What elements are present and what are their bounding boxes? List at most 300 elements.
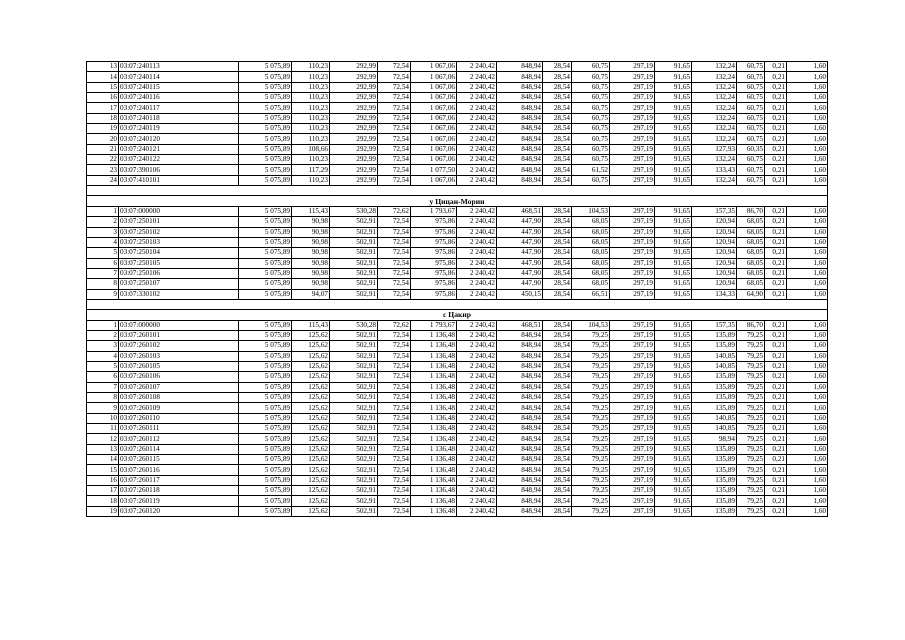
value-cell: 72,62: [378, 206, 411, 216]
value-cell: 91,65: [655, 382, 692, 392]
value-cell: 125,62: [292, 434, 330, 444]
value-cell: 848,94: [497, 330, 543, 340]
value-cell: 5 075,89: [239, 248, 292, 258]
value-cell: 5 075,89: [239, 475, 292, 485]
value-cell: 72,54: [378, 124, 411, 134]
value-cell: 134,33: [692, 289, 737, 299]
value-cell: 91,65: [655, 279, 692, 289]
value-cell: 5 075,89: [239, 227, 292, 237]
value-cell: 1,60: [787, 134, 828, 144]
cadastral-code: 03:07:260103: [119, 351, 239, 361]
value-cell: 140,85: [692, 424, 737, 434]
value-cell: 502,91: [330, 330, 378, 340]
value-cell: 502,91: [330, 227, 378, 237]
value-cell: 0,21: [765, 227, 787, 237]
value-cell: 292,99: [330, 62, 378, 72]
row-number: 14: [87, 455, 119, 465]
value-cell: 2 240,42: [457, 361, 497, 371]
value-cell: 2 240,42: [457, 93, 497, 103]
value-cell: 133,43: [692, 165, 737, 175]
row-number: 4: [87, 351, 119, 361]
cadastral-code: 03:07:260105: [119, 361, 239, 371]
value-cell: 91,65: [655, 351, 692, 361]
value-cell: 5 075,89: [239, 165, 292, 175]
value-cell: 2 240,42: [457, 486, 497, 496]
value-cell: 60,75: [737, 155, 765, 165]
value-cell: 157,35: [692, 206, 737, 216]
value-cell: 28,54: [543, 62, 572, 72]
value-cell: 72,54: [378, 268, 411, 278]
value-cell: 1 136,48: [411, 486, 457, 496]
value-cell: 79,25: [572, 382, 610, 392]
value-cell: 60,75: [737, 72, 765, 82]
value-cell: 1 067,06: [411, 62, 457, 72]
value-cell: 0,21: [765, 455, 787, 465]
row-number: 7: [87, 382, 119, 392]
table-row: [87, 496, 828, 506]
value-cell: 60,75: [572, 155, 610, 165]
value-cell: 2 240,42: [457, 320, 497, 330]
value-cell: 91,65: [655, 124, 692, 134]
value-cell: 5 075,89: [239, 444, 292, 454]
value-cell: 5 075,89: [239, 393, 292, 403]
value-cell: 297,19: [610, 258, 655, 268]
value-cell: 1,60: [787, 268, 828, 278]
table-row: [87, 403, 828, 413]
table-row: [87, 155, 828, 165]
value-cell: 98,94: [692, 434, 737, 444]
value-cell: 1,60: [787, 289, 828, 299]
value-cell: 90,98: [292, 217, 330, 227]
value-cell: 0,21: [765, 341, 787, 351]
table-row: [87, 258, 828, 268]
value-cell: 28,54: [543, 82, 572, 92]
value-cell: 2 240,42: [457, 341, 497, 351]
value-cell: 104,53: [572, 320, 610, 330]
value-cell: 79,25: [572, 496, 610, 506]
value-cell: 0,21: [765, 268, 787, 278]
table-row: [87, 413, 828, 423]
value-cell: 297,19: [610, 444, 655, 454]
row-number: 5: [87, 361, 119, 371]
cadastral-code: 03:07:260115: [119, 455, 239, 465]
value-cell: 5 075,89: [239, 124, 292, 134]
value-cell: 2 240,42: [457, 134, 497, 144]
value-cell: 72,54: [378, 248, 411, 258]
value-cell: 1 067,06: [411, 82, 457, 92]
value-cell: 0,21: [765, 72, 787, 82]
value-cell: 91,65: [655, 486, 692, 496]
value-cell: 79,25: [737, 455, 765, 465]
value-cell: 0,21: [765, 103, 787, 113]
value-cell: 125,62: [292, 351, 330, 361]
value-cell: 975,86: [411, 217, 457, 227]
value-cell: 5 075,89: [239, 134, 292, 144]
value-cell: 1,60: [787, 475, 828, 485]
value-cell: 72,54: [378, 444, 411, 454]
cadastral-code: 03:07:250106: [119, 268, 239, 278]
value-cell: 2 240,42: [457, 444, 497, 454]
value-cell: 60,75: [737, 93, 765, 103]
value-cell: 0,21: [765, 113, 787, 123]
value-cell: 2 240,42: [457, 434, 497, 444]
value-cell: 125,62: [292, 424, 330, 434]
value-cell: 297,19: [610, 103, 655, 113]
value-cell: 297,19: [610, 382, 655, 392]
row-number: 1: [87, 320, 119, 330]
value-cell: 1,60: [787, 320, 828, 330]
cadastral-code: 03:07:240120: [119, 134, 239, 144]
cadastral-code: 03:07:240122: [119, 155, 239, 165]
value-cell: 2 240,42: [457, 372, 497, 382]
row-number: 2: [87, 217, 119, 227]
value-cell: 292,99: [330, 113, 378, 123]
value-cell: 0,21: [765, 413, 787, 423]
row-number: 21: [87, 144, 119, 154]
value-cell: 91,65: [655, 217, 692, 227]
value-cell: 110,23: [292, 134, 330, 144]
value-cell: 60,75: [572, 124, 610, 134]
value-cell: 5 075,89: [239, 403, 292, 413]
value-cell: 5 075,89: [239, 206, 292, 216]
value-cell: 28,54: [543, 258, 572, 268]
value-cell: 502,91: [330, 486, 378, 496]
value-cell: 848,94: [497, 82, 543, 92]
value-cell: 28,54: [543, 506, 572, 516]
table-row: [87, 330, 828, 340]
value-cell: 2 240,42: [457, 279, 497, 289]
section-title: у Цицан-Морин: [87, 196, 828, 206]
value-cell: 79,25: [737, 475, 765, 485]
value-cell: 297,19: [610, 506, 655, 516]
value-cell: 1 136,48: [411, 330, 457, 340]
value-cell: 1,60: [787, 258, 828, 268]
value-cell: 1 136,48: [411, 413, 457, 423]
value-cell: 72,54: [378, 72, 411, 82]
row-number: 7: [87, 268, 119, 278]
table-row: [87, 320, 828, 330]
value-cell: 79,25: [572, 465, 610, 475]
value-cell: 91,65: [655, 206, 692, 216]
value-cell: 297,19: [610, 175, 655, 185]
value-cell: 110,23: [292, 72, 330, 82]
value-cell: 1,60: [787, 103, 828, 113]
cadastral-code: 03:07:240114: [119, 72, 239, 82]
row-number: 5: [87, 248, 119, 258]
value-cell: 28,54: [543, 144, 572, 154]
value-cell: 297,19: [610, 465, 655, 475]
value-cell: 297,19: [610, 393, 655, 403]
row-number: 13: [87, 62, 119, 72]
cadastral-code: 03:07:240115: [119, 82, 239, 92]
value-cell: 68,05: [572, 268, 610, 278]
table-row: [87, 248, 828, 258]
value-cell: 5 075,89: [239, 144, 292, 154]
value-cell: 28,54: [543, 361, 572, 371]
value-cell: 848,94: [497, 372, 543, 382]
value-cell: 1 793,67: [411, 320, 457, 330]
value-cell: 79,25: [572, 434, 610, 444]
value-cell: 502,91: [330, 279, 378, 289]
value-cell: 135,89: [692, 444, 737, 454]
value-cell: 502,91: [330, 351, 378, 361]
value-cell: 0,21: [765, 62, 787, 72]
value-cell: 2 240,42: [457, 248, 497, 258]
value-cell: 79,25: [572, 413, 610, 423]
value-cell: 91,65: [655, 144, 692, 154]
value-cell: 5 075,89: [239, 341, 292, 351]
value-cell: 297,19: [610, 62, 655, 72]
value-cell: 135,89: [692, 506, 737, 516]
value-cell: 502,91: [330, 465, 378, 475]
row-number: 16: [87, 93, 119, 103]
cadastral-code: 03:07:260107: [119, 382, 239, 392]
table-row: [87, 506, 828, 516]
spacer-cell: [87, 299, 828, 309]
table-row: [87, 434, 828, 444]
value-cell: 132,24: [692, 82, 737, 92]
row-number: 19: [87, 506, 119, 516]
value-cell: 91,65: [655, 424, 692, 434]
value-cell: 91,65: [655, 155, 692, 165]
value-cell: 1 136,48: [411, 382, 457, 392]
value-cell: 848,94: [497, 341, 543, 351]
value-cell: 848,94: [497, 475, 543, 485]
value-cell: 1 136,48: [411, 506, 457, 516]
value-cell: 447,90: [497, 227, 543, 237]
value-cell: 66,51: [572, 289, 610, 299]
value-cell: 297,19: [610, 351, 655, 361]
value-cell: 502,91: [330, 268, 378, 278]
table-row: [87, 113, 828, 123]
value-cell: 125,62: [292, 455, 330, 465]
value-cell: 1,60: [787, 372, 828, 382]
row-number: 6: [87, 372, 119, 382]
value-cell: 60,75: [572, 134, 610, 144]
value-cell: 0,21: [765, 372, 787, 382]
value-cell: 1,60: [787, 361, 828, 371]
value-cell: 72,54: [378, 62, 411, 72]
value-cell: 91,65: [655, 113, 692, 123]
value-cell: 108,66: [292, 144, 330, 154]
value-cell: 5 075,89: [239, 434, 292, 444]
value-cell: 68,05: [572, 217, 610, 227]
row-number: 22: [87, 155, 119, 165]
value-cell: 72,54: [378, 165, 411, 175]
value-cell: 125,62: [292, 382, 330, 392]
row-number: 14: [87, 72, 119, 82]
value-cell: 132,24: [692, 124, 737, 134]
value-cell: 1 136,48: [411, 341, 457, 351]
value-cell: 1,60: [787, 424, 828, 434]
cadastral-code: 03:07:240118: [119, 113, 239, 123]
value-cell: 60,75: [737, 124, 765, 134]
value-cell: 135,89: [692, 455, 737, 465]
value-cell: 1,60: [787, 206, 828, 216]
value-cell: 91,65: [655, 320, 692, 330]
value-cell: 72,54: [378, 455, 411, 465]
value-cell: 2 240,42: [457, 268, 497, 278]
value-cell: 132,24: [692, 155, 737, 165]
value-cell: 79,25: [737, 486, 765, 496]
value-cell: 28,54: [543, 341, 572, 351]
row-number: 3: [87, 341, 119, 351]
value-cell: 2 240,42: [457, 227, 497, 237]
table-row: [87, 268, 828, 278]
value-cell: 79,25: [572, 424, 610, 434]
data-table: [86, 61, 828, 517]
value-cell: 0,21: [765, 486, 787, 496]
value-cell: 1,60: [787, 165, 828, 175]
value-cell: 2 240,42: [457, 475, 497, 485]
value-cell: 5 075,89: [239, 465, 292, 475]
value-cell: 1,60: [787, 444, 828, 454]
value-cell: 28,54: [543, 465, 572, 475]
value-cell: 79,25: [572, 475, 610, 485]
value-cell: 297,19: [610, 341, 655, 351]
value-cell: 91,65: [655, 134, 692, 144]
value-cell: 91,65: [655, 372, 692, 382]
value-cell: 1,60: [787, 248, 828, 258]
value-cell: 1,60: [787, 330, 828, 340]
cadastral-code: 03:07:260120: [119, 506, 239, 516]
value-cell: 79,25: [737, 444, 765, 454]
value-cell: 5 075,89: [239, 289, 292, 299]
value-cell: 297,19: [610, 144, 655, 154]
value-cell: 848,94: [497, 424, 543, 434]
value-cell: 28,54: [543, 165, 572, 175]
value-cell: 0,21: [765, 93, 787, 103]
value-cell: 2 240,42: [457, 289, 497, 299]
value-cell: 72,54: [378, 134, 411, 144]
value-cell: 90,98: [292, 237, 330, 247]
cadastral-code: 03:07:000000: [119, 320, 239, 330]
value-cell: 292,99: [330, 93, 378, 103]
row-number: 11: [87, 424, 119, 434]
row-number: 20: [87, 134, 119, 144]
value-cell: 60,75: [572, 144, 610, 154]
value-cell: 292,99: [330, 72, 378, 82]
value-cell: 0,21: [765, 330, 787, 340]
value-cell: 848,94: [497, 465, 543, 475]
value-cell: 117,29: [292, 165, 330, 175]
value-cell: 502,91: [330, 434, 378, 444]
value-cell: 848,94: [497, 124, 543, 134]
value-cell: 110,23: [292, 175, 330, 185]
value-cell: 132,24: [692, 113, 737, 123]
value-cell: 502,91: [330, 248, 378, 258]
cadastral-code: 03:07:240113: [119, 62, 239, 72]
value-cell: 1 136,48: [411, 434, 457, 444]
value-cell: 28,54: [543, 113, 572, 123]
value-cell: 68,05: [572, 227, 610, 237]
value-cell: 79,25: [737, 341, 765, 351]
value-cell: 450,15: [497, 289, 543, 299]
value-cell: 1,60: [787, 413, 828, 423]
value-cell: 0,21: [765, 289, 787, 299]
value-cell: 68,05: [572, 258, 610, 268]
value-cell: 120,94: [692, 258, 737, 268]
value-cell: 91,65: [655, 175, 692, 185]
table-row: [87, 279, 828, 289]
value-cell: 5 075,89: [239, 103, 292, 113]
table-row: [87, 444, 828, 454]
value-cell: 120,94: [692, 217, 737, 227]
value-cell: 292,99: [330, 124, 378, 134]
value-cell: 1,60: [787, 465, 828, 475]
value-cell: 297,19: [610, 475, 655, 485]
value-cell: 1,60: [787, 341, 828, 351]
value-cell: 0,21: [765, 361, 787, 371]
value-cell: 502,91: [330, 258, 378, 268]
value-cell: 297,19: [610, 268, 655, 278]
value-cell: 502,91: [330, 217, 378, 227]
value-cell: 848,94: [497, 403, 543, 413]
value-cell: 0,21: [765, 465, 787, 475]
cadastral-code: 03:07:240116: [119, 93, 239, 103]
value-cell: 5 075,89: [239, 413, 292, 423]
row-number: 1: [87, 206, 119, 216]
value-cell: 28,54: [543, 134, 572, 144]
value-cell: 94,07: [292, 289, 330, 299]
value-cell: 1,60: [787, 82, 828, 92]
table-row: [87, 351, 828, 361]
value-cell: 79,25: [737, 506, 765, 516]
value-cell: 1 067,06: [411, 103, 457, 113]
value-cell: 125,62: [292, 413, 330, 423]
value-cell: 28,54: [543, 217, 572, 227]
table-row: [87, 289, 828, 299]
value-cell: 120,94: [692, 237, 737, 247]
spacer-row: [87, 299, 828, 309]
value-cell: 135,89: [692, 330, 737, 340]
value-cell: 135,89: [692, 475, 737, 485]
value-cell: 79,25: [737, 393, 765, 403]
value-cell: 110,23: [292, 93, 330, 103]
value-cell: 91,65: [655, 258, 692, 268]
value-cell: 975,86: [411, 258, 457, 268]
value-cell: 0,21: [765, 237, 787, 247]
value-cell: 5 075,89: [239, 258, 292, 268]
table-row: [87, 424, 828, 434]
value-cell: 1 793,67: [411, 206, 457, 216]
row-number: 6: [87, 258, 119, 268]
value-cell: 28,54: [543, 393, 572, 403]
value-cell: 2 240,42: [457, 165, 497, 175]
value-cell: 91,65: [655, 248, 692, 258]
value-cell: 72,54: [378, 93, 411, 103]
value-cell: 5 075,89: [239, 279, 292, 289]
cadastral-code: 03:07:260118: [119, 486, 239, 496]
value-cell: 5 075,89: [239, 424, 292, 434]
value-cell: 848,94: [497, 486, 543, 496]
value-cell: 72,54: [378, 496, 411, 506]
value-cell: 848,94: [497, 72, 543, 82]
value-cell: 5 075,89: [239, 237, 292, 247]
value-cell: 68,05: [737, 227, 765, 237]
value-cell: 72,54: [378, 289, 411, 299]
value-cell: 1,60: [787, 403, 828, 413]
value-cell: 91,65: [655, 341, 692, 351]
row-number: 15: [87, 82, 119, 92]
value-cell: 125,62: [292, 486, 330, 496]
value-cell: 127,93: [692, 144, 737, 154]
value-cell: 72,54: [378, 424, 411, 434]
value-cell: 297,19: [610, 320, 655, 330]
value-cell: 502,91: [330, 475, 378, 485]
value-cell: 0,21: [765, 175, 787, 185]
value-cell: 28,54: [543, 268, 572, 278]
